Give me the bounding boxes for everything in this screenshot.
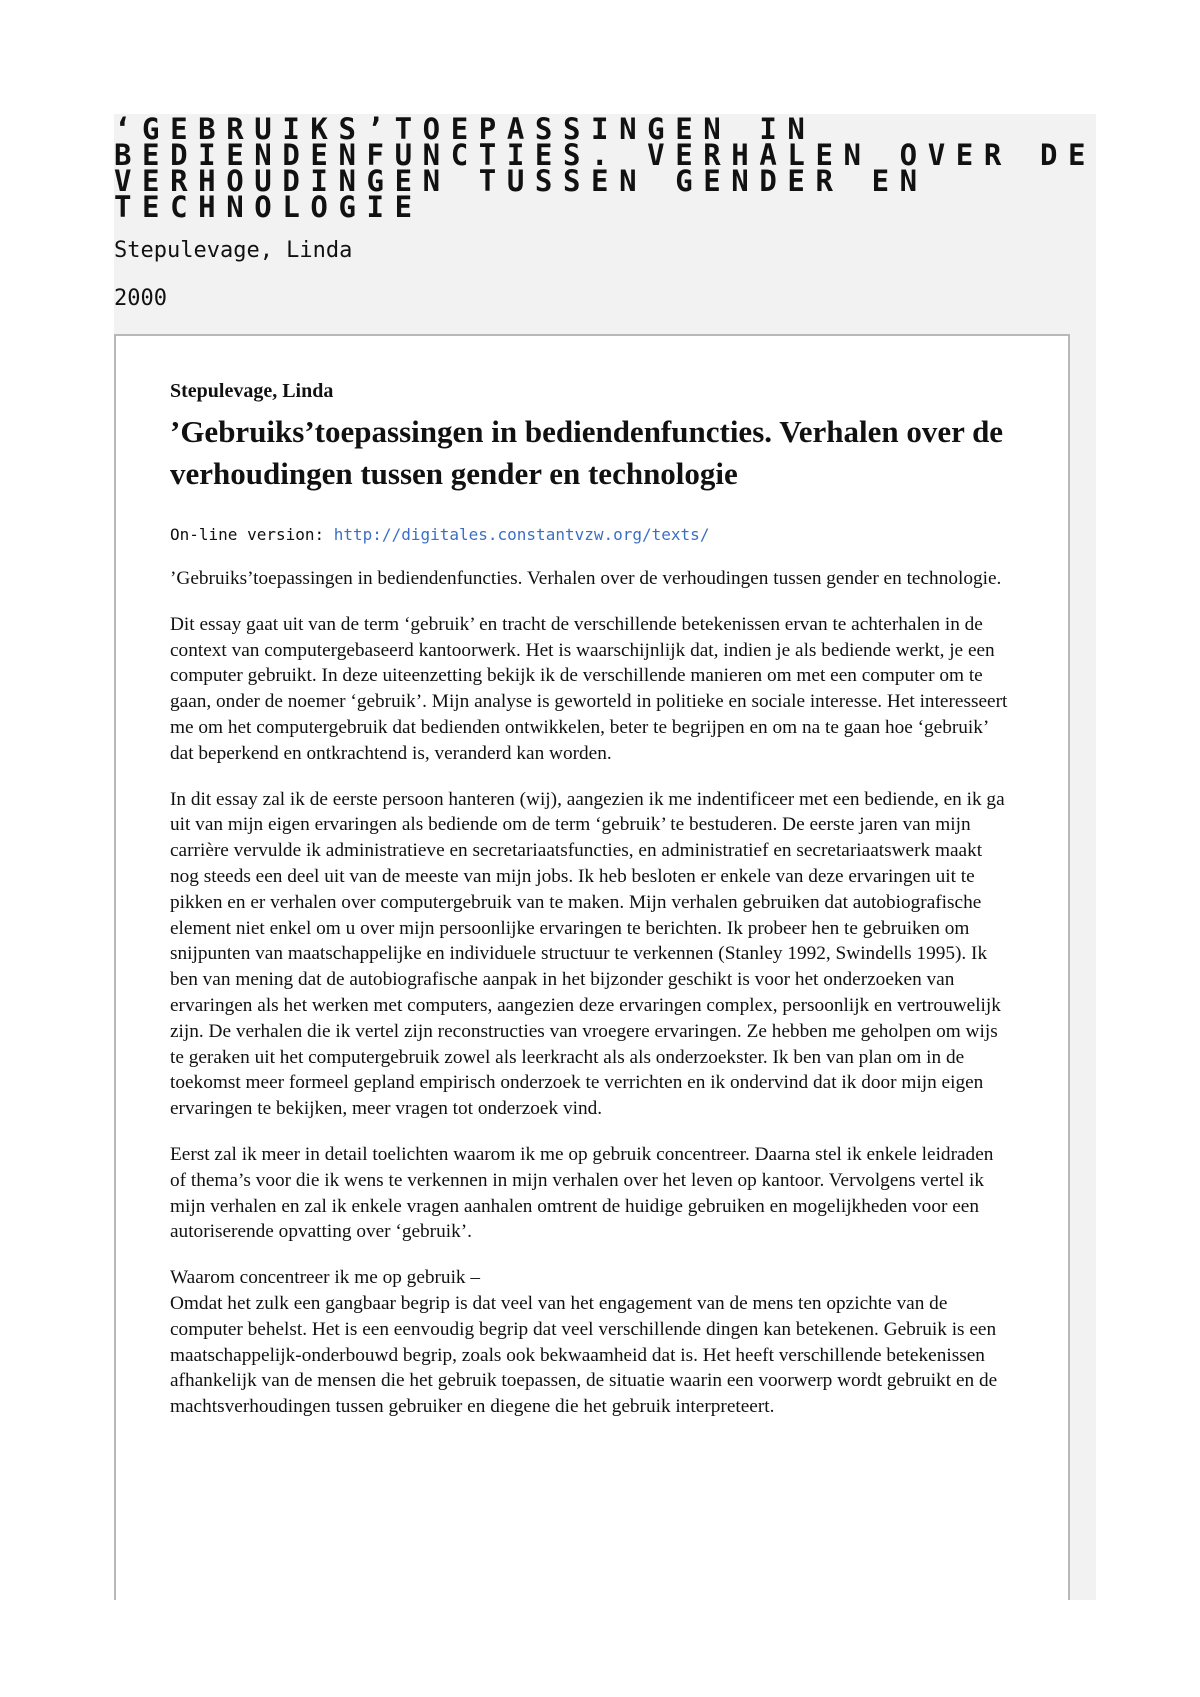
paragraph-essay-scope: Dit essay gaat uit van de term ‘gebruik’ en tracht de verschillende betekenissen ervan te achterhalen in de context van computergebaseerd kantoorwerk. Het is waarschijnlijk dat, indien je als bediende werkt, je een computer gebruikt. In deze uiteenzetting bekijk ik de verschillende manieren om met een computer om te gaan, onder de noemer ‘gebruik’. Mijn analyse is geworteld in politieke en sociale interesse. Het interesseert me om het computergebruik dat bedienden ontwikkelen, beter te begrijpen en om na te gaan hoe ‘gebruik’ dat beperkend en ontkrachtend is, veranderd kan worden. — [170, 613, 1008, 764]
paragraph-first-person: In dit essay zal ik de eerste persoon hanteren (wij), aangezien ik me indentificeer met een bediende, en ik ga uit van mijn eigen ervaringen als bediende om de term ‘gebruik’ te bestuderen. De eerste jaren van mijn carrière vervulde ik administratieve en secretariaatsfuncties, en administratief en secretariaatswerk maakt nog steeds een deel uit van de meeste van mijn jobs. Ik heb besloten er enkele van deze ervaringen uit te pikken en er verhalen over computergebruik van te maken. Mijn verhalen gebruiken dat autobiografische element niet enkel om u over mijn persoonlijke ervaringen te berichten. Ik probeer hen te gebruiken om snijpunten van maatschappelijke en individuele structuur te verkennen (Stanley 1992, Swindells 1995). Ik ben van mening dat de autobiografische aanpak in het bijzonder geschikt is voor het onderzoeken van ervaringen als het werken met computers, aangezien deze ervaringen complex, persoonlijk en vertrouwelijk zijn. De verhalen die ik vertel zijn reconstructies van vroegere ervaringen. Ze hebben me geholpen om wijs te geraken uit het computergebruik zowel als leerkracht als als onderzoekster. Ik ben van plan om in de toekomst meer formeel gepland empirisch onderzoek te verrichten en ik ondervind dat ik door mijn eigen ervaringen te bekijken, meer vragen tot onderzoek vind. — [170, 788, 1005, 1120]
page-title: ‘GEBRUIKS’TOEPASSINGEN IN BEDIENDENFUNCTIES. VERHALEN OVER DE VERHOUDINGEN TUSSEN GENDER EN TECHNOLOGIE — [114, 112, 1097, 224]
header-author: Stepulevage, Linda — [114, 238, 353, 263]
online-version-line — [170, 525, 1010, 544]
online-version-link[interactable]: http://digitales.constantvzw.org/texts/ — [333, 525, 710, 544]
article-author: Stepulevage, Linda — [170, 380, 334, 402]
paragraph-why-use: Omdat het zulk een gangbaar begrip is dat veel van het engagement van de mens ten opzichte van de computer behelst. Het is een eenvoudig begrip dat veel verschillende dingen kan betekenen. Gebruik is een maatschappelijk-onderbouwd begrip, zoals ook bekwaamheid dat is. Het heeft verschillende betekenissen afhankelijk van de mensen die het gebruik toepassen, de situatie waarin een voorwerp wordt gebruikt en de machtsverhoudingen tussen gebruiker en diegene die het gebruik interpreteert. — [170, 1292, 998, 1418]
online-version-label: On-line version: — [170, 525, 334, 544]
paragraph-intro: ’Gebruiks’toepassingen in bediendenfuncties. Verhalen over de verhoudingen tussen gender en technologie. — [170, 568, 1002, 589]
article-title: ’Gebruiks’toepassingen in bediendenfuncties. Verhalen over de verhoudingen tussen gender en technologie — [170, 414, 1004, 491]
article-body — [170, 380, 1010, 1440]
article-card — [114, 334, 1070, 1600]
section-heading: Waarom concentreer ik me op gebruik – — [170, 1267, 481, 1289]
paragraph-outline: Eerst zal ik meer in detail toelichten waarom ik me op gebruik concentreer. Daarna stel ik enkele leidraden of thema’s voor die ik wens te verkennen in mijn verhalen over het leven op kantoor. Vervolgens vertel ik mijn verhalen en zal ik enkele vragen aanhalen omtrent de huidige gebruiken en mogelijkheden voor een autoriserende opvatting over ‘gebruik’. — [170, 1143, 994, 1243]
header-year: 2000 — [114, 286, 167, 311]
